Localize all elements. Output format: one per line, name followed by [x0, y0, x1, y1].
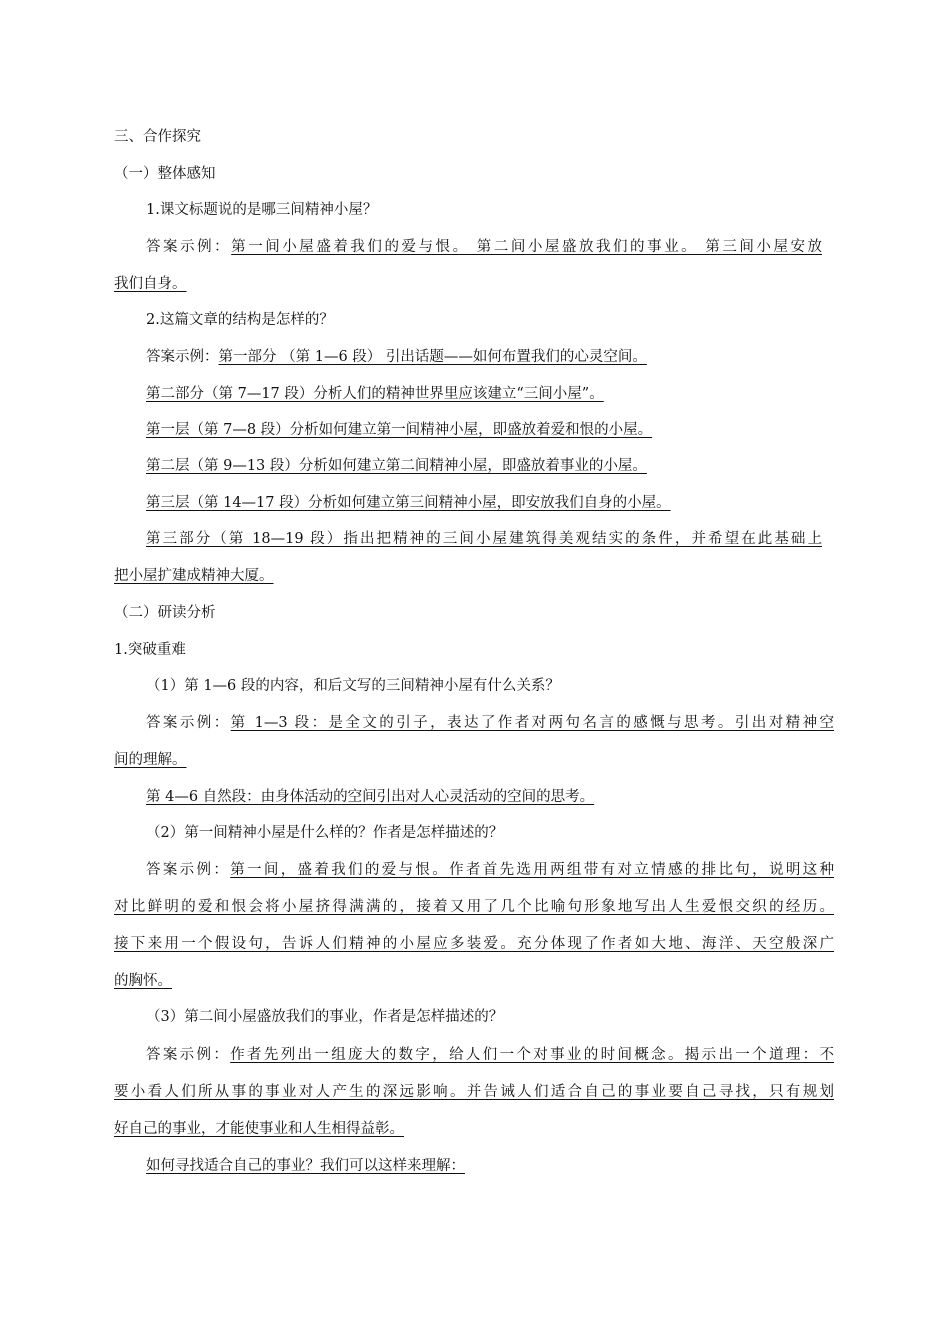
key-question-2: （2）第一间精神小屋是什么样的？作者是怎样描述的？: [146, 825, 504, 841]
key-answer-2-line-4: 的胸怀。: [114, 973, 172, 989]
answer-1-line-1: [146, 237, 822, 257]
answer-2-layer-3: 第三层（第 14—17 段）分析如何建立第三间精神小屋，即安放我们自身的小屋。: [146, 495, 671, 511]
key-question-3: （3）第二间小屋盛放我们的事业，作者是怎样描述的？: [146, 1009, 504, 1025]
answer-2-part-3-line-2: 把小屋扩建成精神大厦。: [114, 568, 274, 584]
answer-2-part-1: [146, 347, 647, 367]
answer-text: 第 1—3 段：是全文的引子，表达了作者对两句名言的感慨与思考。引出对精神空: [230, 715, 835, 731]
key-answer-3-line-2: 要小看人们所从事的事业对人产生的深远影响。并告诫人们适合自己的事业要自己寻找，只有规划: [114, 1084, 834, 1100]
key-answer-1-line-3: 第 4—6 自然段：由身体活动的空间引出对人心灵活动的空间的思考。: [146, 789, 595, 805]
answer-prefix: 答案示例：: [146, 715, 231, 731]
answer-1-line-2: 我们自身。: [114, 276, 187, 292]
key-points-title: 1.突破重难: [114, 642, 186, 658]
key-answer-1-line-1: [146, 713, 834, 733]
answer-2-layer-2: 第二层（第 9—13 段）分析如何建立第二间精神小屋，即盛放着事业的小屋。: [146, 458, 647, 474]
answer-2-part-2: 第二部分（第 7—17 段）分析人们的精神世界里应该建立“三间小屋”。: [146, 386, 604, 402]
answer-text: 第一间，盛着我们的爱与恨。作者首先选用两组带有对立情感的排比句，说明这种: [230, 862, 834, 878]
question-2: 2.这篇文章的结构是怎样的？: [146, 312, 334, 328]
answer-prefix: 答案示例：: [146, 239, 232, 255]
answer-text: 作者先列出一组庞大的数字，给人们一个对事业的时间概念。揭示出一个道理：不: [230, 1047, 834, 1063]
answer-prefix: 答案示例：: [146, 862, 231, 878]
answer-2-part-3-line-1: 第三部分（第 18—19 段）指出把精神的三间小屋建筑得美观结实的条件，并希望在此基础上: [146, 531, 822, 547]
answer-text: 第一部分 （第 1—6 段） 引出话题——如何布置我们的心灵空间。: [218, 349, 647, 365]
key-answer-3-line-4: 如何寻找适合自己的事业？我们可以这样来理解：: [146, 1158, 465, 1174]
question-1: 1.课文标题说的是哪三间精神小屋？: [146, 202, 378, 218]
section-title: 三、合作探究: [114, 129, 201, 145]
key-answer-3-line-1: [146, 1045, 834, 1065]
answer-2-layer-1: 第一层（第 7—8 段）分析如何建立第一间精神小屋，即盛放着爱和恨的小屋。: [146, 422, 653, 438]
key-answer-2-line-2: 对比鲜明的爱和恨会将小屋挤得满满的，接着又用了几个比喻句形象地写出人生爱恨交织的经历。: [114, 899, 834, 915]
key-answer-2-line-3: 接下来用一个假设句，告诉人们精神的小屋应多装爱。充分体现了作者如大地、海洋、天空般深广: [114, 936, 834, 952]
key-question-1: （1）第 1—6 段的内容，和后文写的三间精神小屋有什么关系？: [146, 678, 560, 694]
key-answer-2-line-1: [146, 860, 834, 880]
subsection-title-analysis: （二）研读分析: [114, 605, 216, 621]
key-answer-3-line-3: 好自己的事业，才能使事业和人生相得益彰。: [114, 1121, 404, 1137]
answer-text: 第一间小屋盛着我们的爱与恨。 第二间小屋盛放我们的事业。 第三间小屋安放: [231, 239, 823, 255]
key-answer-1-line-2: 间的理解。: [114, 752, 187, 768]
answer-prefix: 答案示例：: [146, 1047, 231, 1063]
answer-prefix: 答案示例：: [146, 349, 219, 365]
subsection-title-overall: （一）整体感知: [114, 166, 216, 182]
